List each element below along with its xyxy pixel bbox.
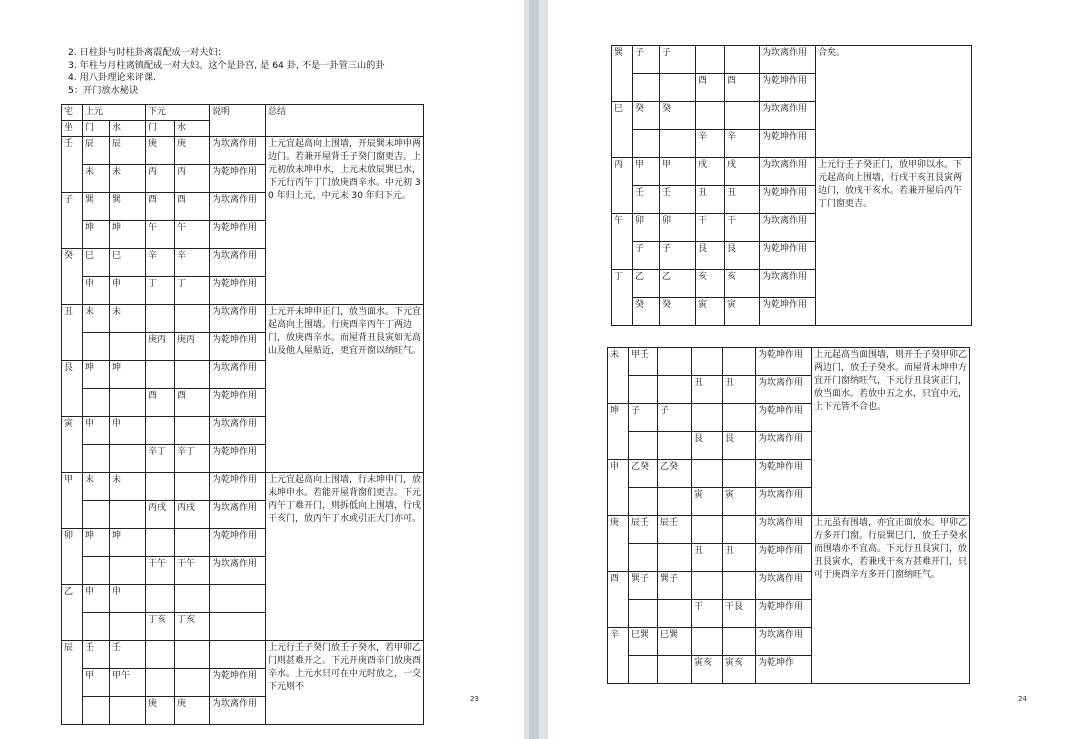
- direction-cell: 酉: [175, 193, 210, 221]
- direction-cell: [83, 613, 110, 641]
- direction-cell: 庚丙: [175, 333, 210, 361]
- direction-cell: 辰: [110, 137, 146, 165]
- intro-line: 5：开门放水秘诀: [68, 84, 139, 96]
- direction-cell: 子: [633, 242, 660, 270]
- direction-cell: 子: [660, 242, 696, 270]
- direction-cell: [723, 516, 756, 544]
- direction-cell: 寅: [723, 488, 756, 516]
- summary-note: 上元宜起高向上围墙，开辰巽未坤申两边门。若兼开屋背壬子癸门窗更吉。上元初放未坤申水，上元末放辰巽巳水，下元行丙午丁门放庚酉辛水。中元初 30 年归上元，中元末 30 年归下元。: [266, 137, 424, 305]
- direction-cell: [658, 432, 692, 460]
- direction-cell: 辰: [83, 137, 110, 165]
- direction-cell: [629, 376, 658, 404]
- direction-cell: [83, 501, 110, 529]
- table-row: [62, 473, 424, 501]
- summary-note: 上元行壬子癸正门，放甲卯以水。下元起高向上围墙，行戌干亥丑艮寅两边门，放戌干亥水。若兼开屋后丙午丁门窗更吉。: [816, 158, 972, 326]
- shuoming-cell: 为坎离作用: [760, 102, 816, 130]
- shuoming-cell: 为坎离作用: [756, 572, 812, 600]
- direction-cell: 乙癸: [658, 460, 692, 488]
- direction-cell: [629, 600, 658, 628]
- direction-cell: 丁亥: [146, 613, 175, 641]
- direction-cell: [725, 46, 760, 74]
- direction-cell: 巽子: [629, 572, 658, 600]
- direction-cell: [146, 473, 175, 501]
- direction-cell: [146, 585, 175, 613]
- direction-cell: 巽子: [658, 572, 692, 600]
- direction-cell: [723, 460, 756, 488]
- direction-cell: 甲: [660, 158, 696, 186]
- direction-cell: 丙戌: [175, 501, 210, 529]
- header-shui: 水: [175, 121, 210, 137]
- direction-cell: 癸: [633, 102, 660, 130]
- shuoming-cell: 为坎离作用: [756, 376, 812, 404]
- direction-cell: 庚: [175, 697, 210, 725]
- direction-cell: 辰壬: [658, 516, 692, 544]
- direction-cell: 酉: [725, 74, 760, 102]
- zuo-cell: 午: [612, 214, 633, 270]
- shuoming-cell: 为坎离作用: [210, 249, 266, 277]
- direction-cell: [175, 529, 210, 557]
- direction-cell: 坤: [110, 361, 146, 389]
- shuoming-cell: 为乾坤作用: [210, 445, 266, 473]
- direction-cell: [83, 333, 110, 361]
- direction-cell: [660, 74, 696, 102]
- page-number: 24: [1018, 695, 1027, 703]
- direction-cell: 酉: [146, 389, 175, 417]
- direction-cell: 丙: [175, 165, 210, 193]
- direction-cell: 干: [692, 600, 723, 628]
- shuoming-cell: 为乾坤作用: [756, 600, 812, 628]
- shuoming-cell: 为坎离作用: [210, 361, 266, 389]
- direction-cell: 辛: [725, 130, 760, 158]
- direction-cell: 甲: [633, 158, 660, 186]
- direction-cell: [692, 348, 723, 376]
- shuoming-cell: [210, 641, 266, 669]
- intro-line: 2. 日柱卦与时柱卦离震配成一对夫妇；: [68, 47, 227, 58]
- table-row: [608, 348, 970, 376]
- header-zongjie: 总结: [266, 105, 424, 137]
- zuo-cell: 巳: [612, 102, 633, 158]
- summary-note: 上元宜起高向上围墙，行未坤申门，放未坤申水。若能开屋背窗们更吉。下元丙午丁难开门，则拆低向上围墙，行戌干亥门，放丙午丁水或引正大门亦可。: [266, 473, 424, 641]
- shuoming-cell: 为乾坤作用: [210, 473, 266, 501]
- direction-cell: 子: [629, 404, 658, 432]
- summary-note: 合矣。: [816, 46, 972, 158]
- direction-cell: 寅亥: [723, 656, 756, 684]
- direction-cell: 巳: [110, 249, 146, 277]
- direction-cell: [692, 404, 723, 432]
- header-shui: 水: [110, 121, 146, 137]
- direction-cell: 未: [110, 473, 146, 501]
- zuo-cell: 申: [608, 460, 629, 516]
- direction-cell: 卯: [633, 214, 660, 242]
- shuoming-cell: 为坎离作用: [756, 432, 812, 460]
- summary-note: 上元起高当面围墙，则开壬子癸甲卯乙两边门，放壬子癸水。而屋背未坤申方宜开门窗纳旺气，下元行丑艮寅正门，放当面水。若放中五之水，只宜中元，上下元皆不合也。: [812, 348, 970, 516]
- shuoming-cell: 为坎离作用: [210, 557, 266, 585]
- shuoming-cell: 为乾坤作: [756, 656, 812, 684]
- shuoming-cell: 为乾坤作用: [210, 333, 266, 361]
- direction-cell: [146, 361, 175, 389]
- direction-cell: 未: [83, 305, 110, 333]
- table-row: [62, 137, 424, 165]
- zuo-cell: 艮: [62, 361, 83, 417]
- direction-cell: [110, 697, 146, 725]
- direction-cell: 辰壬: [629, 516, 658, 544]
- zuo-cell: 庚: [608, 516, 629, 572]
- direction-cell: [629, 432, 658, 460]
- direction-cell: [658, 376, 692, 404]
- shuoming-cell: 为坎离作用: [756, 488, 812, 516]
- direction-cell: 辛丁: [146, 445, 175, 473]
- direction-cell: [692, 460, 723, 488]
- direction-cell: [658, 544, 692, 572]
- zuo-cell: 子: [62, 193, 83, 249]
- direction-cell: 寅亥: [692, 656, 723, 684]
- direction-cell: [110, 389, 146, 417]
- direction-cell: 申: [110, 417, 146, 445]
- zuo-cell: 丁: [612, 270, 633, 326]
- direction-cell: [175, 417, 210, 445]
- direction-cell: 亥: [725, 270, 760, 298]
- direction-cell: 申: [83, 417, 110, 445]
- direction-cell: 丁: [175, 277, 210, 305]
- shuoming-cell: 为乾坤作用: [760, 74, 816, 102]
- direction-cell: 艮: [723, 432, 756, 460]
- intro-line: 3. 年柱与月柱离镇配成一对大妇。这个是卦宫, 是 64 卦, 不是一卦管三山的卦: [68, 59, 385, 71]
- direction-cell: [83, 389, 110, 417]
- shuoming-cell: 为乾坤作用: [756, 460, 812, 488]
- direction-cell: [723, 572, 756, 600]
- direction-cell: 干午: [146, 557, 175, 585]
- direction-cell: [110, 445, 146, 473]
- direction-cell: 未: [110, 165, 146, 193]
- header-shuoming: 说明: [210, 105, 266, 137]
- shuoming-cell: 为乾坤作用: [210, 669, 266, 697]
- direction-cell: 甲壬: [629, 348, 658, 376]
- table-row: [612, 158, 972, 186]
- direction-cell: 坤: [110, 529, 146, 557]
- direction-cell: 干: [725, 214, 760, 242]
- direction-cell: 子: [658, 404, 692, 432]
- direction-cell: 干午: [175, 557, 210, 585]
- direction-cell: 寅: [696, 298, 725, 326]
- direction-cell: 坤: [83, 221, 110, 249]
- direction-cell: [723, 348, 756, 376]
- direction-cell: [175, 361, 210, 389]
- shuoming-cell: 为坎离作用: [210, 305, 266, 333]
- shuoming-cell: 为坎离作用: [210, 417, 266, 445]
- direction-cell: 寅: [692, 488, 723, 516]
- direction-cell: 壬: [660, 186, 696, 214]
- direction-cell: 巳巽: [658, 628, 692, 656]
- direction-cell: 申: [110, 585, 146, 613]
- direction-cell: 子: [660, 46, 696, 74]
- zuo-cell: 坤: [608, 404, 629, 460]
- direction-cell: [83, 445, 110, 473]
- shuoming-cell: 为坎离作用: [756, 628, 812, 656]
- zuo-cell: 辰: [62, 641, 83, 725]
- shuoming-cell: 为乾坤作用: [210, 389, 266, 417]
- zuo-cell: 壬: [62, 137, 83, 193]
- zuo-cell: 丙: [612, 158, 633, 214]
- shuoming-cell: 为坎离作用: [760, 270, 816, 298]
- direction-cell: [110, 333, 146, 361]
- direction-cell: 癸: [633, 298, 660, 326]
- direction-cell: 丑: [723, 544, 756, 572]
- direction-cell: 亥: [696, 270, 725, 298]
- direction-cell: [692, 516, 723, 544]
- direction-cell: [175, 473, 210, 501]
- shuoming-cell: 为乾坤作用: [756, 404, 812, 432]
- direction-cell: 甲午: [110, 669, 146, 697]
- shuoming-cell: 为坎离作用: [760, 158, 816, 186]
- left-door-water-table: [61, 104, 424, 725]
- direction-cell: 丙: [146, 165, 175, 193]
- shuoming-cell: [210, 585, 266, 613]
- header-shang-yuan: 上元: [83, 105, 146, 121]
- direction-cell: [629, 544, 658, 572]
- direction-cell: [633, 74, 660, 102]
- table-row: [62, 641, 424, 669]
- direction-cell: 丑: [692, 376, 723, 404]
- direction-cell: [146, 641, 175, 669]
- direction-cell: 干: [696, 214, 725, 242]
- zuo-cell: 巽: [612, 46, 633, 102]
- direction-cell: 辛: [146, 249, 175, 277]
- direction-cell: 庚: [146, 137, 175, 165]
- zuo-cell: 未: [608, 348, 629, 404]
- shuoming-cell: 为乾坤作用: [756, 348, 812, 376]
- direction-cell: 申: [83, 585, 110, 613]
- direction-cell: 癸: [660, 102, 696, 130]
- direction-cell: 未: [83, 473, 110, 501]
- summary-note: 上元行壬子癸门放壬子癸水，若甲卯乙门则甚难开之。下元开庚酉辛门放庚酉辛水。上元水只可在中元时放之，一交下元则不: [266, 641, 424, 725]
- direction-cell: 戌: [725, 158, 760, 186]
- direction-cell: 未: [110, 305, 146, 333]
- direction-cell: 庚: [146, 697, 175, 725]
- direction-cell: 辛丁: [175, 445, 210, 473]
- shuoming-cell: 为坎离作用: [756, 516, 812, 544]
- direction-cell: 庚: [175, 137, 210, 165]
- direction-cell: 酉: [146, 193, 175, 221]
- direction-cell: 卯: [660, 214, 696, 242]
- direction-cell: 酉: [175, 389, 210, 417]
- direction-cell: 丁亥: [175, 613, 210, 641]
- direction-cell: 申: [110, 277, 146, 305]
- shuoming-cell: 为乾坤作用: [210, 277, 266, 305]
- direction-cell: 巽: [83, 193, 110, 221]
- right-door-water-table-top: [611, 45, 972, 326]
- shuoming-cell: 为乾坤作用: [760, 130, 816, 158]
- shuoming-cell: 为坎离作用: [210, 137, 266, 165]
- direction-cell: 午: [175, 221, 210, 249]
- direction-cell: [629, 488, 658, 516]
- direction-cell: 酉: [696, 74, 725, 102]
- direction-cell: 辛: [175, 249, 210, 277]
- direction-cell: 寅: [725, 298, 760, 326]
- zuo-cell: 乙: [62, 585, 83, 641]
- direction-cell: [175, 305, 210, 333]
- direction-cell: 巽: [110, 193, 146, 221]
- gutter-scrollbar[interactable]: [529, 0, 539, 739]
- intro-text: [68, 47, 385, 97]
- direction-cell: 戌: [696, 158, 725, 186]
- direction-cell: [175, 585, 210, 613]
- direction-cell: [658, 488, 692, 516]
- direction-cell: 丑: [725, 186, 760, 214]
- direction-cell: 丑: [692, 544, 723, 572]
- direction-cell: [629, 656, 658, 684]
- direction-cell: [110, 557, 146, 585]
- shuoming-cell: 为坎离作用: [760, 46, 816, 74]
- direction-cell: [723, 628, 756, 656]
- direction-cell: [175, 641, 210, 669]
- table-row: [612, 46, 972, 74]
- zuo-cell: 丑: [62, 305, 83, 361]
- zuo-cell: 辛: [608, 628, 629, 684]
- direction-cell: 坤: [83, 529, 110, 557]
- direction-cell: 巳巽: [629, 628, 658, 656]
- table-row: [62, 305, 424, 333]
- direction-cell: [660, 130, 696, 158]
- direction-cell: [692, 628, 723, 656]
- direction-cell: [658, 656, 692, 684]
- direction-cell: [658, 348, 692, 376]
- direction-cell: [696, 102, 725, 130]
- direction-cell: 艮: [725, 242, 760, 270]
- direction-cell: 壬: [110, 641, 146, 669]
- direction-cell: [83, 697, 110, 725]
- page-23: [0, 0, 524, 739]
- direction-cell: 壬: [633, 186, 660, 214]
- shuoming-cell: 为坎离作用: [210, 501, 266, 529]
- shuoming-cell: 为乾坤作用: [760, 186, 816, 214]
- direction-cell: 午: [146, 221, 175, 249]
- direction-cell: [83, 557, 110, 585]
- page-number: 23: [470, 695, 479, 703]
- shuoming-cell: 为坎离作用: [210, 193, 266, 221]
- summary-note: 上元虽有围墙，亦宜正面放水。甲卯乙方多开门窗。行辰巽巳门，放壬子癸水而围墙亦不宜高。下元行丑艮寅门，放丑艮寅水，若兼戌干亥方甚难开门，只可于庚酉辛方多开门窗纳旺气。: [812, 516, 970, 684]
- zuo-cell: 卯: [62, 529, 83, 585]
- shuoming-cell: 为乾坤作用: [760, 298, 816, 326]
- direction-cell: [696, 46, 725, 74]
- table-row: [608, 516, 970, 544]
- direction-cell: 乙: [633, 270, 660, 298]
- header-men: 门: [83, 121, 110, 137]
- direction-cell: [110, 501, 146, 529]
- zuo-cell: 酉: [608, 572, 629, 628]
- shuoming-cell: 为乾坤作用: [210, 221, 266, 249]
- direction-cell: 艮: [696, 242, 725, 270]
- header-men: 门: [146, 121, 175, 137]
- direction-cell: [633, 130, 660, 158]
- right-door-water-table-bottom: [607, 347, 970, 684]
- direction-cell: 艮: [692, 432, 723, 460]
- direction-cell: 辛: [696, 130, 725, 158]
- direction-cell: [175, 669, 210, 697]
- zuo-cell: 癸: [62, 249, 83, 305]
- direction-cell: 甲: [83, 669, 110, 697]
- shuoming-cell: 为乾坤作用: [210, 529, 266, 557]
- shuoming-cell: 为乾坤作用: [210, 165, 266, 193]
- table-header-row: [62, 105, 424, 121]
- direction-cell: 丁: [146, 277, 175, 305]
- header-xia-yuan: 下元: [146, 105, 210, 121]
- direction-cell: 乙癸: [629, 460, 658, 488]
- page-gutter: [524, 0, 548, 739]
- direction-cell: 申: [83, 277, 110, 305]
- summary-note: 上元开未坤申正门，放当面水。下元宜起高向上围墙。行庚酉辛丙午丁两边门，放庚酉辛水。而屋背丑艮寅如无高山及他人屋贴近，更宜开窗以纳旺气。: [266, 305, 424, 473]
- direction-cell: 坤: [83, 361, 110, 389]
- direction-cell: [146, 417, 175, 445]
- direction-cell: 丑: [723, 376, 756, 404]
- direction-cell: 巳: [83, 249, 110, 277]
- shuoming-cell: 为乾坤作用: [756, 544, 812, 572]
- direction-cell: 未: [83, 165, 110, 193]
- direction-cell: [723, 404, 756, 432]
- direction-cell: 坤: [110, 221, 146, 249]
- direction-cell: [146, 305, 175, 333]
- direction-cell: 庚丙: [146, 333, 175, 361]
- direction-cell: [725, 102, 760, 130]
- direction-cell: 干艮: [723, 600, 756, 628]
- direction-cell: [110, 613, 146, 641]
- direction-cell: 子: [633, 46, 660, 74]
- shuoming-cell: [210, 613, 266, 641]
- direction-cell: 丑: [696, 186, 725, 214]
- zuo-cell: 甲: [62, 473, 83, 529]
- shuoming-cell: 为坎离作用: [210, 697, 266, 725]
- direction-cell: 丙戌: [146, 501, 175, 529]
- header-zhai: 宅: [62, 105, 83, 121]
- header-zuo: 坐: [62, 121, 83, 137]
- direction-cell: 癸: [660, 298, 696, 326]
- direction-cell: [146, 529, 175, 557]
- direction-cell: 乙: [660, 270, 696, 298]
- intro-line: 4. 用八卦理论来评课.: [68, 72, 157, 84]
- direction-cell: [658, 600, 692, 628]
- direction-cell: [146, 669, 175, 697]
- shuoming-cell: 为乾坤作用: [760, 242, 816, 270]
- direction-cell: 壬: [83, 641, 110, 669]
- direction-cell: [692, 572, 723, 600]
- shuoming-cell: 为坎离作用: [760, 214, 816, 242]
- zuo-cell: 寅: [62, 417, 83, 473]
